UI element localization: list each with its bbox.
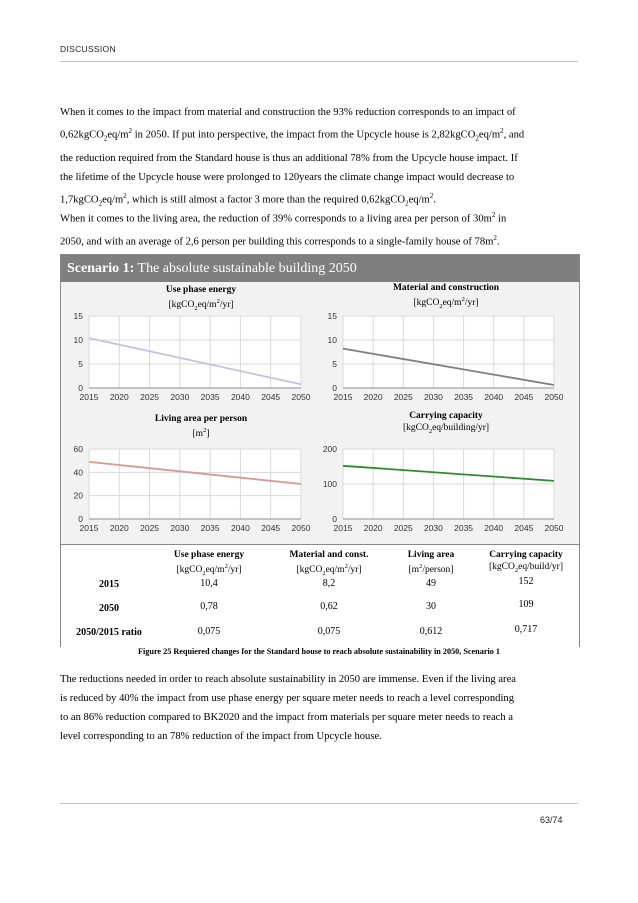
- x-tick-label: 2030: [423, 523, 443, 533]
- x-tick-label: 2025: [393, 523, 413, 533]
- col-header-living-area: Living area $[m^2/person]$: [407, 550, 455, 576]
- summary-table: [61, 544, 579, 647]
- y-tick-label: 5: [332, 359, 337, 369]
- x-tick-label: 2045: [261, 523, 281, 533]
- y-tick-label: 10: [73, 335, 83, 345]
- col-header-material: Material and const. $[kgCO_2eq/m^2/yr]$: [289, 550, 369, 578]
- text-line: level corresponding to an 78% reduction of the impact from Upcycle house.: [60, 731, 382, 742]
- row-label-2015: 2015: [99, 579, 119, 590]
- cell: 0,075: [197, 626, 221, 637]
- x-tick-label: 2050: [291, 523, 311, 533]
- cell: 109: [518, 599, 534, 610]
- x-tick-label: 2040: [484, 392, 504, 402]
- text-line: When it comes to the impact from material and construction the 93% reduction corresponds to an impact of: [60, 107, 516, 118]
- x-tick-label: 2020: [363, 523, 383, 533]
- y-tick-label: 100: [322, 479, 337, 489]
- y-tick-label: 10: [327, 335, 337, 345]
- cell: 30: [426, 601, 436, 612]
- x-tick-label: 2050: [544, 523, 564, 533]
- row-label-2050: 2050: [99, 603, 119, 614]
- footer-divider: [60, 803, 578, 804]
- x-tick-label: 2020: [109, 523, 129, 533]
- x-tick-label: 2045: [261, 392, 281, 402]
- cell: 0,62: [320, 601, 338, 612]
- col-header-carrying: Carrying capacity [kgCO$_2$eq/build/yr]: [489, 550, 563, 574]
- cell: 152: [518, 576, 534, 587]
- cell: 0,717: [514, 624, 538, 635]
- chart-title-living-area: Living area per person $[m^2]$: [154, 414, 248, 440]
- x-tick-label: 2035: [200, 392, 220, 402]
- text-line: The reductions needed in order to reach absolute sustainability in 2050 are immense. Even if the living area: [60, 674, 516, 685]
- plot-area: [89, 449, 301, 519]
- chart-title-use-phase: Use phase energy $[kgCO_2eq/m^2/yr]$: [165, 285, 237, 313]
- x-tick-label: 2025: [393, 392, 413, 402]
- charts-svg: [61, 282, 579, 544]
- x-tick-label: 2030: [423, 392, 443, 402]
- x-tick-label: 2020: [109, 392, 129, 402]
- text-line: the reduction required from the Standard house is thus an additional 78% from the Upcycle house impact. If: [60, 152, 518, 164]
- x-tick-label: 2045: [514, 392, 534, 402]
- y-tick-label: 40: [73, 467, 83, 478]
- x-tick-label: 2035: [200, 523, 220, 533]
- x-tick-label: 2015: [79, 523, 99, 533]
- x-tick-label: 2020: [363, 392, 383, 402]
- plot-area: [343, 316, 554, 388]
- x-tick-label: 2030: [170, 392, 190, 402]
- x-tick-label: 2030: [170, 523, 190, 533]
- text-line: $1,7kgCO_2eq/m^2$, which is still almost a factor 3 more than the required $0,62kgCO_2eq/m^2$.: [60, 191, 436, 208]
- y-tick-label: 200: [322, 444, 337, 454]
- x-tick-label: 2015: [79, 392, 99, 402]
- cell: 0,612: [419, 626, 443, 637]
- x-tick-label: 2040: [484, 523, 504, 533]
- x-tick-label: 2015: [333, 392, 353, 402]
- x-tick-label: 2035: [454, 392, 474, 402]
- text-line: 2050, and with an average of 2,6 person per building this corresponds to a single-family house of $78m^2$.: [60, 233, 500, 248]
- cell: 8,2: [322, 578, 336, 589]
- y-tick-label: 15: [327, 311, 337, 321]
- y-tick-label: 5: [78, 359, 83, 369]
- page-number: 63/74: [540, 815, 563, 825]
- cell: 10,4: [200, 578, 218, 589]
- x-tick-label: 2050: [544, 392, 564, 402]
- chart-title-carrying: Carrying capacity [kgCO$_2$eq/building/yr]: [402, 411, 490, 435]
- x-tick-label: 2040: [230, 523, 250, 533]
- col-header-use-phase: Use phase energy $[kgCO_2eq/m^2/yr]$: [173, 550, 245, 578]
- y-tick-label: 0: [78, 383, 83, 393]
- figure-title: Scenario 1: The absolute sustainable building 2050: [61, 255, 579, 282]
- charts-panel: [61, 282, 579, 544]
- y-tick-label: 0: [332, 514, 337, 524]
- text-line: to an 86% reduction compared to BK2020 and the impact from materials per square meter needs to reach a: [60, 712, 514, 723]
- scenario-figure: [60, 254, 580, 647]
- x-tick-label: 2045: [514, 523, 534, 533]
- y-tick-label: 15: [73, 311, 83, 321]
- cell: 49: [426, 578, 436, 589]
- x-tick-label: 2050: [291, 392, 311, 402]
- text-line: the lifetime of the Upcycle house were prolonged to 120years the climate change impact would decrease to: [60, 171, 515, 183]
- cell: 0,78: [200, 601, 218, 612]
- y-tick-label: 0: [78, 514, 83, 524]
- paragraph-conclusion: [60, 670, 578, 746]
- chart-title-material: Material and construction $[kgCO_2eq/m^2/yr]$: [392, 283, 500, 311]
- text-line: When it comes to the living area, the reduction of 39% corresponds to a living area per person of $30m^2$ in: [60, 211, 507, 225]
- cell: 0,075: [317, 626, 341, 637]
- x-tick-label: 2035: [454, 523, 474, 533]
- y-tick-label: 20: [73, 490, 83, 501]
- x-tick-label: 2015: [333, 523, 353, 533]
- y-tick-label: 60: [73, 444, 83, 454]
- row-label-ratio: 2050/2015 ratio: [76, 627, 142, 638]
- y-tick-label: 0: [332, 383, 337, 393]
- x-tick-label: 2040: [230, 392, 250, 402]
- paragraph-material-impact: [60, 103, 578, 213]
- text-line: is reduced by 40% the impact from use phase energy per square meter needs to reach a level corresponding: [60, 693, 514, 704]
- x-tick-label: 2025: [140, 523, 160, 533]
- text-line: $0,62kgCO_2eq/m^2$ in 2050. If put into perspective, the impact from the Upcycle house is $2,82kgCO_2eq/m^2$, and: [60, 127, 525, 143]
- section-header: DISCUSSION: [60, 44, 116, 54]
- x-tick-label: 2025: [140, 392, 160, 402]
- figure-caption: Figure 25 Requiered changes for the Standard house to reach absolute sustainability in 2050, Scenario 1: [138, 647, 500, 656]
- paragraph-living-area: [60, 206, 578, 251]
- header-divider: [60, 61, 578, 62]
